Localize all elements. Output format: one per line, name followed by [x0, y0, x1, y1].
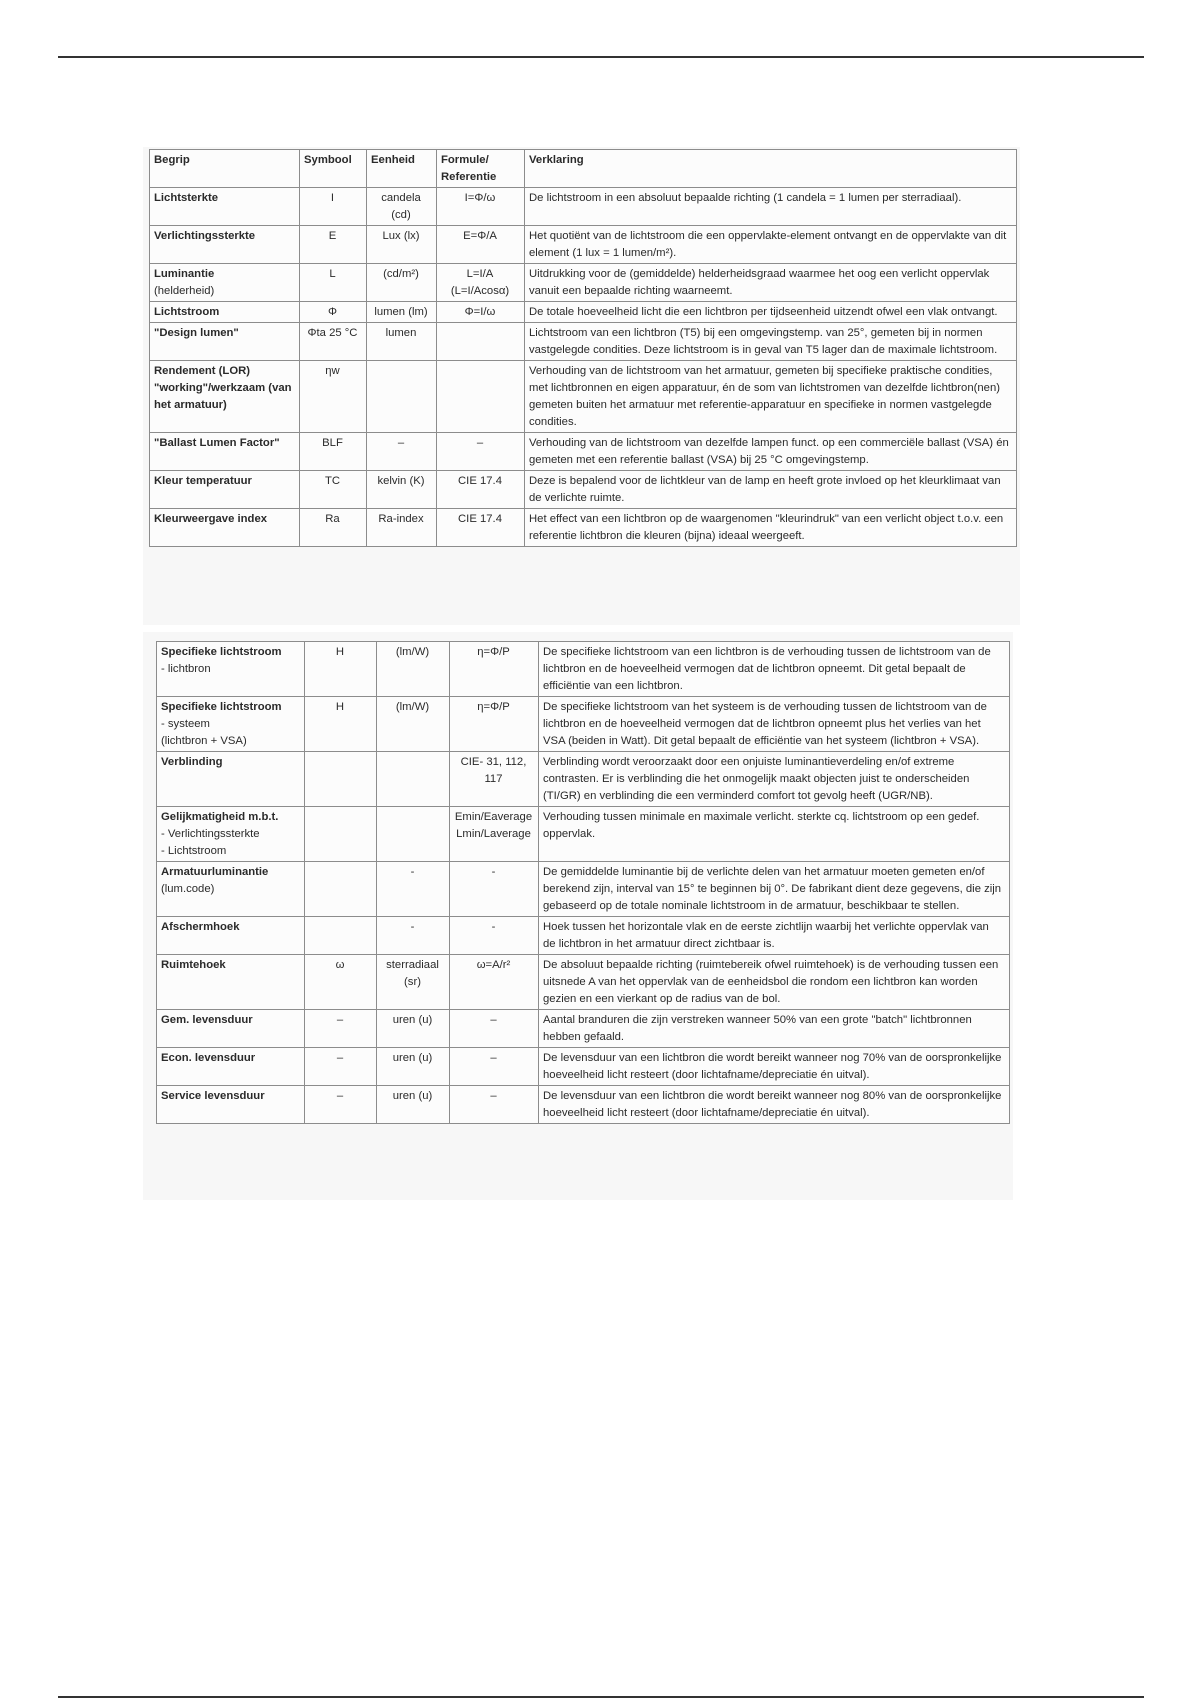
- explanation-cell: Aantal branduren die zijn verstreken wanneer 50% van een grote "batch" lichtbronnen hebben gefaald.: [539, 1010, 1010, 1048]
- term-label: Gem. levensduur: [161, 1014, 253, 1026]
- term-cell: [150, 226, 300, 264]
- term-cell: [157, 642, 305, 697]
- term-sublabel: - lichtbron: [161, 663, 211, 675]
- definitions-table-part-2: [156, 641, 1010, 1124]
- symbol-cell: I: [300, 188, 367, 226]
- term-cell: [150, 188, 300, 226]
- term-cell: [157, 1086, 305, 1124]
- term-label: Econ. levensduur: [161, 1052, 256, 1064]
- term-cell: [150, 361, 300, 433]
- definitions-table-part-1: [149, 149, 1017, 547]
- unit-cell: [377, 807, 450, 862]
- term-cell: [150, 302, 300, 323]
- table-row: [157, 1086, 1010, 1124]
- term-label: Rendement (LOR) "working"/werkzaam (van het armatuur): [154, 365, 292, 411]
- term-cell: [157, 1010, 305, 1048]
- symbol-cell: ηw: [300, 361, 367, 433]
- explanation-cell: De specifieke lichtstroom van het systeem is de verhouding tussen de lichtstroom van de lichtbron en de hoeveelheid vermogen dat de lichtbron opneemt plus het verlies van het VSA (beiden in Watt). Dit getal bepaalt de efficiëntie van het systeem (lichtbron + VSA).: [539, 697, 1010, 752]
- table-row: [157, 642, 1010, 697]
- term-label: Kleurweergave index: [154, 513, 268, 525]
- term-cell: [157, 955, 305, 1010]
- table-row: [150, 323, 1017, 361]
- unit-cell: -: [377, 917, 450, 955]
- formula-cell: CIE- 31, 112, 117: [450, 752, 539, 807]
- symbol-cell: –: [305, 1010, 377, 1048]
- formula-cell: I=Φ/ω: [437, 188, 525, 226]
- term-sublabel-2: - Lichtstroom: [161, 845, 227, 857]
- table-row: [157, 807, 1010, 862]
- unit-cell: (lm/W): [377, 642, 450, 697]
- explanation-cell: De absoluut bepaalde richting (ruimtebereik ofwel ruimtehoek) is de verhouding tussen een uitsnede A van het oppervlak van de eenheidsbol die rondom een lichtbron kan worden gezien en een vierkant op de radius van de bol.: [539, 955, 1010, 1010]
- explanation-cell: De levensduur van een lichtbron die wordt bereikt wanneer nog 80% van de oorspronkelijke hoeveelheid licht resteert (door lichtafname/depreciatie én uitval).: [539, 1086, 1010, 1124]
- explanation-cell: De gemiddelde luminantie bij de verlichte delen van het armatuur moeten gemeten en/of berekend zijn, interval van 15° te beginnen bij 0°. De fabrikant dient deze gegevens, die zijn gebaseerd op de totale nominale lichtstroom in de armatuur, beschikbaar te stellen.: [539, 862, 1010, 917]
- term-label: "Ballast Lumen Factor": [154, 437, 280, 449]
- formula-cell: E=Φ/A: [437, 226, 525, 264]
- formula-cell: –: [450, 1086, 539, 1124]
- symbol-cell: [305, 807, 377, 862]
- formula-cell: [437, 361, 525, 433]
- unit-cell: lumen (lm): [367, 302, 437, 323]
- term-cell: [150, 323, 300, 361]
- term-label: Service levensduur: [161, 1090, 265, 1102]
- explanation-cell: De lichtstroom in een absoluut bepaalde richting (1 candela = 1 lumen per sterradiaal).: [525, 188, 1017, 226]
- symbol-cell: [305, 917, 377, 955]
- header-eenheid: Eenheid: [367, 150, 437, 188]
- term-sublabel: (helderheid): [154, 285, 215, 297]
- term-sublabel: - Verlichtingssterkte: [161, 828, 260, 840]
- term-label: Armatuurluminantie: [161, 866, 269, 878]
- formula-cell: –: [450, 1048, 539, 1086]
- symbol-cell: H: [305, 697, 377, 752]
- unit-cell: (lm/W): [377, 697, 450, 752]
- term-cell: [150, 509, 300, 547]
- unit-cell: uren (u): [377, 1086, 450, 1124]
- symbol-cell: [305, 862, 377, 917]
- unit-cell: [377, 752, 450, 807]
- unit-cell: -: [377, 862, 450, 917]
- term-cell: [157, 697, 305, 752]
- unit-cell: uren (u): [377, 1010, 450, 1048]
- header-rule: [58, 56, 1144, 58]
- explanation-cell: Uitdrukking voor de (gemiddelde) helderheidsgraad waarmee het oog een verlicht oppervlak vanuit een bepaalde richting waarneemt.: [525, 264, 1017, 302]
- table-row: [150, 361, 1017, 433]
- header-verklaring: Verklaring: [525, 150, 1017, 188]
- symbol-cell: Ra: [300, 509, 367, 547]
- term-label: Specifieke lichtstroom: [161, 701, 282, 713]
- table-row: [157, 917, 1010, 955]
- explanation-cell: Verhouding van de lichtstroom van het armatuur, gemeten bij specifieke praktische condities, met lichtbronnen en eigen apparatuur, én de som van lichtstromen van dezelfde lichtbron(nen) gemeten buiten het armatuur met referentie-apparatuur en specifieke in normen vastgelegde condities.: [525, 361, 1017, 433]
- formula-cell: -: [450, 917, 539, 955]
- unit-cell: [367, 361, 437, 433]
- formula-cell: ω=A/r²: [450, 955, 539, 1010]
- unit-cell: Ra-index: [367, 509, 437, 547]
- term-label: Specifieke lichtstroom: [161, 646, 282, 658]
- table-row: [150, 509, 1017, 547]
- term-label: Ruimtehoek: [161, 959, 226, 971]
- header-formule: [437, 150, 525, 188]
- table-row: [157, 752, 1010, 807]
- term-cell: [157, 807, 305, 862]
- explanation-cell: Verblinding wordt veroorzaakt door een onjuiste luminantieverdeling en/of extreme contrasten. Er is verblinding die het onmogelijk maakt objecten juist te onderscheiden (TI/GR) en verblinding die een verminderd comfort tot gevolg heeft (UGR/NB).: [539, 752, 1010, 807]
- explanation-cell: Verhouding van de lichtstroom van dezelfde lampen funct. op een commerciële ballast (VSA) én gemeten met een referentie ballast (VSA) bij 25 °C omgevingstemp.: [525, 433, 1017, 471]
- table-row: [157, 697, 1010, 752]
- symbol-cell: H: [305, 642, 377, 697]
- header-formule-line2: Referentie: [441, 171, 497, 183]
- term-label: Luminantie: [154, 268, 215, 280]
- term-cell: [157, 752, 305, 807]
- table-row: [150, 302, 1017, 323]
- term-cell: [157, 862, 305, 917]
- table-2-body: [157, 642, 1010, 1124]
- formula-cell: L=I/A (L=I/Acosα): [437, 264, 525, 302]
- term-sublabel-2: (lichtbron + VSA): [161, 735, 247, 747]
- symbol-cell: ω: [305, 955, 377, 1010]
- table-row: [150, 471, 1017, 509]
- formula-cell: –: [437, 433, 525, 471]
- table-row: [150, 188, 1017, 226]
- unit-cell: uren (u): [377, 1048, 450, 1086]
- table-row: [150, 433, 1017, 471]
- term-label: Kleur temperatuur: [154, 475, 252, 487]
- unit-cell: lumen: [367, 323, 437, 361]
- symbol-cell: Φta 25 °C: [300, 323, 367, 361]
- symbol-cell: L: [300, 264, 367, 302]
- term-sublabel: - systeem: [161, 718, 210, 730]
- formula-cell: η=Φ/P: [450, 697, 539, 752]
- footer-rule: [58, 1696, 1144, 1698]
- term-label: Verblinding: [161, 756, 223, 768]
- explanation-cell: De levensduur van een lichtbron die wordt bereikt wanneer nog 70% van de oorspronkelijke hoeveelheid licht resteert (door lichtafname/depreciatie én uitval).: [539, 1048, 1010, 1086]
- table-row: [157, 862, 1010, 917]
- explanation-cell: Het quotiënt van de lichtstroom die een oppervlakte-element ontvangt en de oppervlakte van dit element (1 lux = 1 lumen/m²).: [525, 226, 1017, 264]
- symbol-cell: –: [305, 1086, 377, 1124]
- header-begrip: Begrip: [150, 150, 300, 188]
- term-cell: [150, 471, 300, 509]
- formula-cell: –: [450, 1010, 539, 1048]
- table-row: [157, 1048, 1010, 1086]
- symbol-cell: –: [305, 1048, 377, 1086]
- term-cell: [157, 1048, 305, 1086]
- unit-cell: kelvin (K): [367, 471, 437, 509]
- term-label: Afschermhoek: [161, 921, 240, 933]
- unit-cell: (cd/m²): [367, 264, 437, 302]
- term-label: Gelijkmatigheid m.b.t.: [161, 811, 279, 823]
- symbol-cell: BLF: [300, 433, 367, 471]
- table-1-body: [150, 188, 1017, 547]
- unit-cell: sterradiaal (sr): [377, 955, 450, 1010]
- table-row: [157, 1010, 1010, 1048]
- formula-cell: [437, 323, 525, 361]
- symbol-cell: [305, 752, 377, 807]
- explanation-cell: Deze is bepalend voor de lichtkleur van de lamp en heeft grote invloed op het kleurklimaat van de verlichte ruimte.: [525, 471, 1017, 509]
- term-label: "Design lumen": [154, 327, 239, 339]
- formula-cell: Φ=I/ω: [437, 302, 525, 323]
- formula-cell: η=Φ/P: [450, 642, 539, 697]
- term-cell: [157, 917, 305, 955]
- table-row: [150, 264, 1017, 302]
- term-cell: [150, 433, 300, 471]
- symbol-cell: TC: [300, 471, 367, 509]
- formula-cell: CIE 17.4: [437, 509, 525, 547]
- unit-cell: candela (cd): [367, 188, 437, 226]
- explanation-cell: Verhouding tussen minimale en maximale verlicht. sterkte cq. lichtstroom op een gedef. oppervlak.: [539, 807, 1010, 862]
- formula-cell: Emin/Eaverage Lmin/Laverage: [450, 807, 539, 862]
- explanation-cell: De specifieke lichtstroom van een lichtbron is de verhouding tussen de lichtstroom van de lichtbron en de hoeveelheid vermogen dat de lichtbron opneemt. Dit getal bepaalt de efficiëntie van een lichtbron.: [539, 642, 1010, 697]
- term-label: Lichtsterkte: [154, 192, 219, 204]
- term-sublabel: (lum.code): [161, 883, 215, 895]
- formula-cell: CIE 17.4: [437, 471, 525, 509]
- header-formule-line1: Formule/: [441, 154, 489, 166]
- explanation-cell: Lichtstroom van een lichtbron (T5) bij een omgevingstemp. van 25°, gemeten bij in normen vastgelegde condities. Deze lichtstroom is in geval van T5 lager dan de maximale lichtstroom.: [525, 323, 1017, 361]
- header-symbool: Symbool: [300, 150, 367, 188]
- unit-cell: –: [367, 433, 437, 471]
- explanation-cell: Hoek tussen het horizontale vlak en de eerste zichtlijn waarbij het verlichte oppervlak van de lichtbron in het armatuur direct zichtbaar is.: [539, 917, 1010, 955]
- unit-cell: Lux (lx): [367, 226, 437, 264]
- explanation-cell: Het effect van een lichtbron op de waargenomen "kleurindruk" van een verlicht object t.o.v. een referentie lichtbron die kleuren (bijna) ideaal weergeeft.: [525, 509, 1017, 547]
- symbol-cell: E: [300, 226, 367, 264]
- term-cell: [150, 264, 300, 302]
- term-label: Verlichtingssterkte: [154, 230, 256, 242]
- table-row: [157, 955, 1010, 1010]
- table-header-row: [150, 150, 1017, 188]
- formula-cell: -: [450, 862, 539, 917]
- explanation-cell: De totale hoeveelheid licht die een lichtbron per tijdseenheid uitzendt ofwel een vlak ontvangt.: [525, 302, 1017, 323]
- symbol-cell: Φ: [300, 302, 367, 323]
- term-label: Lichtstroom: [154, 306, 220, 318]
- table-row: [150, 226, 1017, 264]
